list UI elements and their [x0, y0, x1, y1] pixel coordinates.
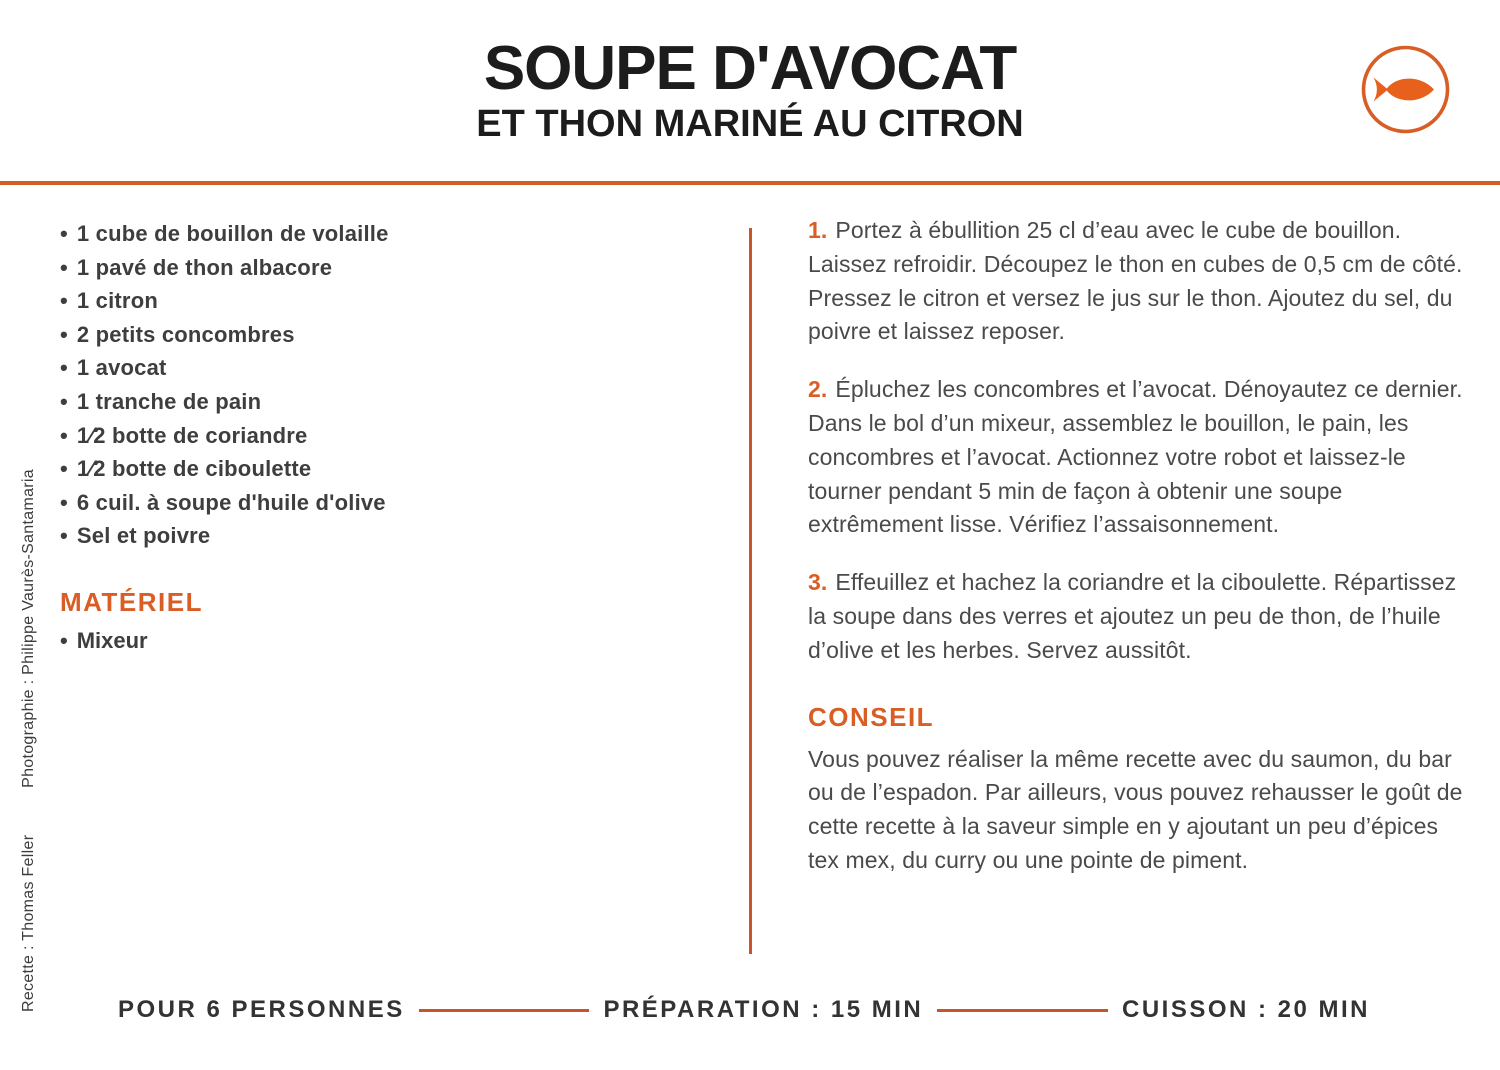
header [0, 36, 1500, 147]
footer-divider-line [419, 1009, 590, 1012]
ingredient-item: • 1 citron [60, 284, 732, 318]
footer [118, 996, 1370, 1024]
page-title: SOUPE D'AVOCAT [483, 34, 1017, 103]
step-1-text: Portez à ébullition 25 cl d’eau avec le cube de bouillon. Laissez refroidir. Découpez le thon en cubes de 0,5 cm de côté. Pressez le citron et versez le jus sur le thon. Ajoutez du sel, du poivre et laissez reposer. [808, 217, 1463, 345]
conseil-text: Vous pouvez réaliser la même recette avec du saumon, du bar ou de l’espadon. Par ailleurs, vous pouvez rehausser le goût de cette recette à la saveur simple en y ajoutant un peu d’épices tex mex, du curry ou une pointe de piment. [808, 745, 1463, 873]
ingredient-item: • 1 cube de bouillon de volaille [60, 217, 732, 251]
ingredient-item: • 1 tranche de pain [60, 385, 732, 419]
ingredient-item: • 1⁄2 botte de ciboulette [60, 452, 732, 486]
page-subtitle: ET THON MARINÉ AU CITRON [476, 103, 1024, 146]
column-divider [749, 228, 752, 954]
ingredient-item: • 6 cuil. à soupe d'huile d'olive [60, 486, 732, 520]
step-1-number: 1. [808, 217, 828, 243]
fish-icon [1360, 44, 1451, 135]
step-2-number: 2. [808, 376, 828, 403]
ingredient-item: • Sel et poivre [60, 519, 732, 553]
ingredient-item: • 1 avocat [60, 351, 732, 385]
credit-photography: Photographie : Philippe Vaurès-Santamaria [20, 469, 37, 788]
step-3-number: 3. [808, 569, 828, 596]
ingredient-item: • 2 petits concombres [60, 318, 732, 352]
header-divider [0, 181, 1500, 185]
conseil-heading: CONSEIL [808, 701, 935, 732]
ingredients-column [60, 217, 732, 657]
preparation-time-label: PRÉPARATION : 15 MIN [603, 996, 924, 1023]
step-2-text: Épluchez les concombres et l’avocat. Dénoyautez ce dernier. Dans le bol d’un mixeur, assemblez le bouillon, le pain, les concombres et l’avocat. Actionnez votre robot et laissez-le tourner pendant 5 min de façon à obtenir une soupe extrêmement lisse. Vérifiez l’assaisonnement. [808, 376, 1463, 538]
ingredient-item: • 1⁄2 botte de coriandre [60, 419, 732, 453]
credit-recipe: Recette : Thomas Feller [20, 834, 37, 1012]
step-3 [808, 566, 1466, 667]
materiel-item: • Mixeur [60, 624, 732, 657]
step-3-text: Effeuillez et hachez la coriandre et la ciboulette. Répartissez la soupe dans des verres et ajoutez un peu de thon, de l’huile d’olive et les herbes. Servez aussitôt. [808, 569, 1457, 663]
credits [20, 469, 38, 1012]
materiel-list [60, 624, 732, 657]
ingredients-list [60, 217, 732, 553]
step-1 [808, 214, 1466, 349]
step-2 [808, 373, 1466, 542]
instructions-column [808, 214, 1466, 878]
footer-divider-line [937, 1009, 1108, 1012]
materiel-heading: MATÉRIEL [60, 586, 203, 617]
servings-label: POUR 6 PERSONNES [118, 996, 405, 1023]
cooking-time-label: CUISSON : 20 MIN [1121, 996, 1371, 1023]
ingredient-item: • 1 pavé de thon albacore [60, 251, 732, 285]
